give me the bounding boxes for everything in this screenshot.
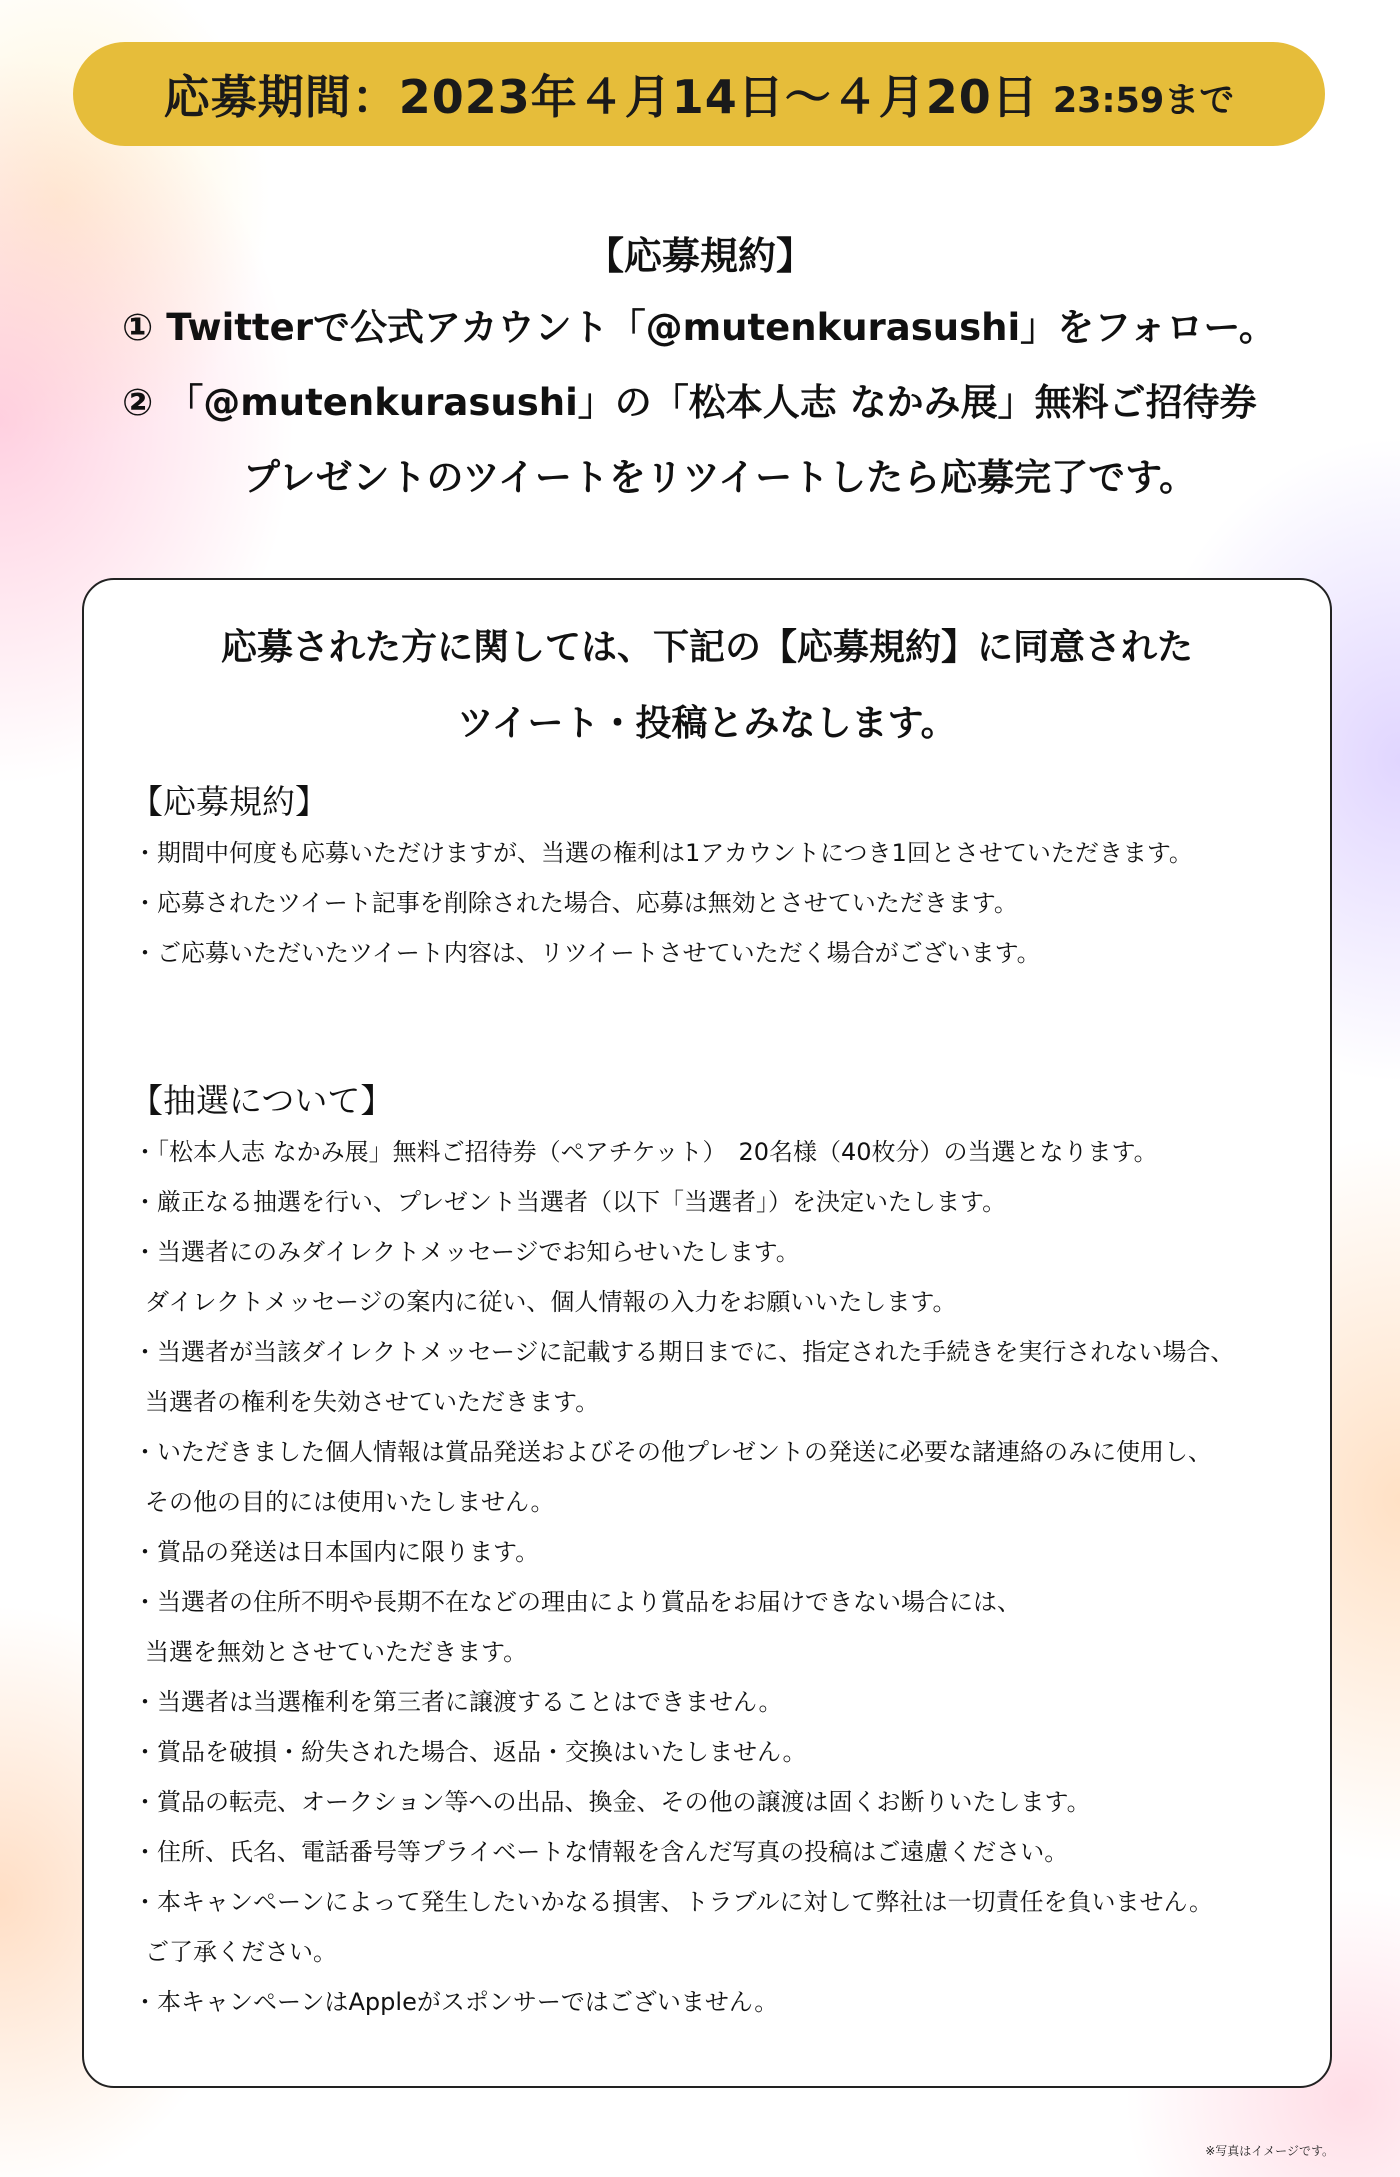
lottery-terms-item: [133, 1727, 1330, 1777]
application-period-end-time: 23:59まで: [1052, 81, 1235, 121]
lottery-item-continuation: ダイレクトメッセージの案内に従い、個人情報の入力をお願いいたします。: [145, 1288, 957, 1316]
lottery-item-continuation: ご了承ください。: [145, 1938, 337, 1966]
lottery-terms-item: [133, 1577, 1330, 1677]
lottery-item-text: ・当選者にのみダイレクトメッセージでお知らせいたします。: [133, 1238, 800, 1266]
lottery-item-text: ・当選者が当該ダイレクトメッセージに記載する期日までに、指定された手続きを実行されない場合、: [133, 1338, 1235, 1366]
lottery-terms-item: [133, 1527, 1330, 1577]
lottery-item-text: ・賞品の転売、オークション等への出品、換金、その他の譲渡は固くお断りいたします。: [133, 1788, 1091, 1816]
lottery-item-text: ・いただきました個人情報は賞品発送およびその他プレゼントの発送に必要な諸連絡のみに使用し、: [133, 1438, 1213, 1466]
terms-heading-line-1: 応募された方に関しては、下記の【応募規約】に同意された: [220, 627, 1193, 668]
lottery-item-text: ・本キャンペーンによって発生したいかなる損害、トラブルに対して弊社は一切責任を負いません。: [133, 1888, 1213, 1916]
lottery-item-text: ・住所、氏名、電話番号等プライベートな情報を含んだ写真の投稿はご遠慮ください。: [133, 1838, 1069, 1866]
lottery-terms-item: [133, 1877, 1330, 1977]
terms-heading: [84, 610, 1330, 762]
lottery-terms-item: [133, 1977, 1330, 2027]
lottery-item-continuation: 当選者の権利を失効させていただきます。: [145, 1388, 600, 1416]
entry-step-1: ① Twitterで公式アカウント「@mutenkurasushi」をフォロー。: [122, 306, 1276, 349]
lottery-item-text: ・賞品を破損・紛失された場合、返品・交換はいたしません。: [133, 1738, 807, 1766]
lottery-section-title: 【抽選について】: [130, 1081, 394, 1120]
entry-terms-section-title: 【応募規約】: [130, 782, 328, 821]
lottery-item-text: ・当選者の住所不明や長期不在などの理由により賞品をお届けできない場合には、: [133, 1588, 1021, 1616]
lottery-terms-item: [133, 1227, 1330, 1327]
lottery-terms-item: [133, 1127, 1330, 1177]
lottery-item-continuation: その他の目的には使用いたしません。: [145, 1488, 555, 1516]
lottery-item-text: ・当選者は当選権利を第三者に譲渡することはできません。: [133, 1688, 783, 1716]
lottery-terms-item: [133, 1177, 1330, 1227]
lottery-terms-item: [133, 1827, 1330, 1877]
entry-terms-list: [133, 828, 1330, 978]
entry-terms-item: ・応募されたツイート記事を削除された場合、応募は無効とさせていただきます。: [133, 889, 1018, 917]
lottery-terms-item: [133, 1777, 1330, 1827]
entry-rules-title: 【応募規約】: [585, 234, 814, 278]
lottery-terms-list: [133, 1127, 1330, 2027]
terms-heading-line-2: ツイート・投稿とみなします。: [457, 703, 957, 744]
image-disclaimer-footnote: ※写真はイメージです。: [1205, 2144, 1334, 2158]
entry-terms-item: ・ご応募いただいたツイート内容は、リツイートさせていただく場合がございます。: [133, 939, 1041, 967]
lottery-item-text: ・本キャンペーンはAppleがスポンサーではございません。: [133, 1988, 779, 2016]
lottery-item-text: ・「松本人志 なかみ展」無料ご招待券（ペアチケット） 20名様（40枚分）の当選となります。: [133, 1138, 1158, 1166]
entry-step-2-continuation: プレゼントのツイートをリツイートしたら応募完了です。: [243, 456, 1197, 499]
entry-terms-item: ・期間中何度も応募いただけますが、当選の権利は1アカウントにつき1回とさせていただきます。: [133, 839, 1193, 867]
lottery-terms-item: [133, 1427, 1330, 1527]
application-period-banner: [73, 42, 1325, 146]
entry-step-2: ② 「@mutenkurasushi」の「松本人志 なかみ展」無料ご招待券: [122, 381, 1257, 424]
lottery-terms-item: [133, 1327, 1330, 1427]
lottery-item-text: ・厳正なる抽選を行い、プレゼント当選者（以下「当選者」）を決定いたします。: [133, 1188, 1007, 1216]
terms-box: [82, 578, 1332, 2088]
lottery-item-continuation: 当選を無効とさせていただきます。: [145, 1638, 528, 1666]
lottery-terms-item: [133, 1677, 1330, 1727]
application-period-text: 応募期間：2023年４月14日〜４月20日: [163, 70, 1039, 124]
lottery-item-text: ・賞品の発送は日本国内に限ります。: [133, 1538, 540, 1566]
entry-rules-summary: [0, 222, 1400, 515]
